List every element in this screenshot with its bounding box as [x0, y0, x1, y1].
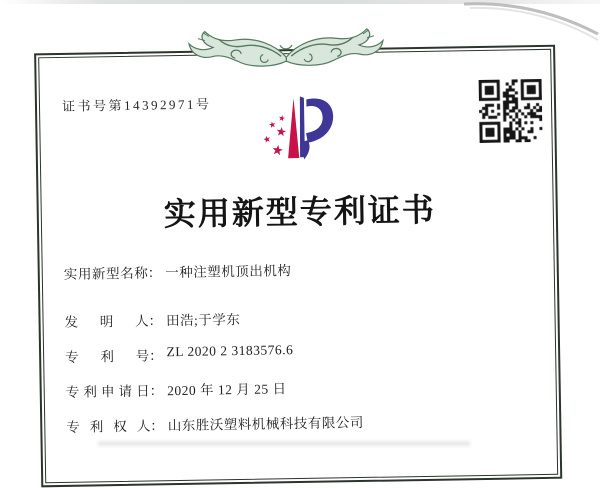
field-label: 专利号 — [65, 348, 150, 365]
logo-red-wedge — [287, 98, 299, 158]
qr-code — [479, 79, 543, 143]
certificate-number: 证书号第14392971号 — [61, 96, 212, 114]
field-value: 山东胜沃塑料机械科技有限公司 — [167, 414, 364, 434]
field-colon: ： — [149, 348, 163, 364]
field-row-filing-date — [66, 373, 536, 399]
logo-letter-p-bowl — [306, 98, 334, 143]
field-colon: ： — [147, 265, 162, 281]
dragon-scroll-ornament — [181, 24, 392, 71]
field-label: 专利权人 — [66, 418, 151, 435]
field-colon: ： — [149, 383, 164, 399]
field-value: ZL 2020 2 3183576.6 — [166, 342, 294, 360]
field-value: 一种注塑机顶出机构 — [165, 263, 292, 281]
certificate-title: 实用新型专利证书 — [163, 191, 437, 233]
field-colon: ： — [150, 418, 164, 434]
cnipa-logo — [240, 86, 361, 174]
certificate-fields — [64, 255, 537, 434]
field-label: 实用新型名称 — [63, 265, 148, 282]
field-row-patent-number — [65, 338, 535, 364]
field-label: 专利申请日 — [65, 383, 150, 400]
logo-stars — [262, 114, 287, 155]
field-value: 田浩;于学东 — [165, 312, 241, 329]
field-colon: ： — [148, 313, 163, 329]
field-row-inventors — [64, 303, 534, 329]
field-label: 发明人 — [64, 313, 149, 330]
field-value: 2020 年 12 月 25 日 — [167, 381, 287, 399]
